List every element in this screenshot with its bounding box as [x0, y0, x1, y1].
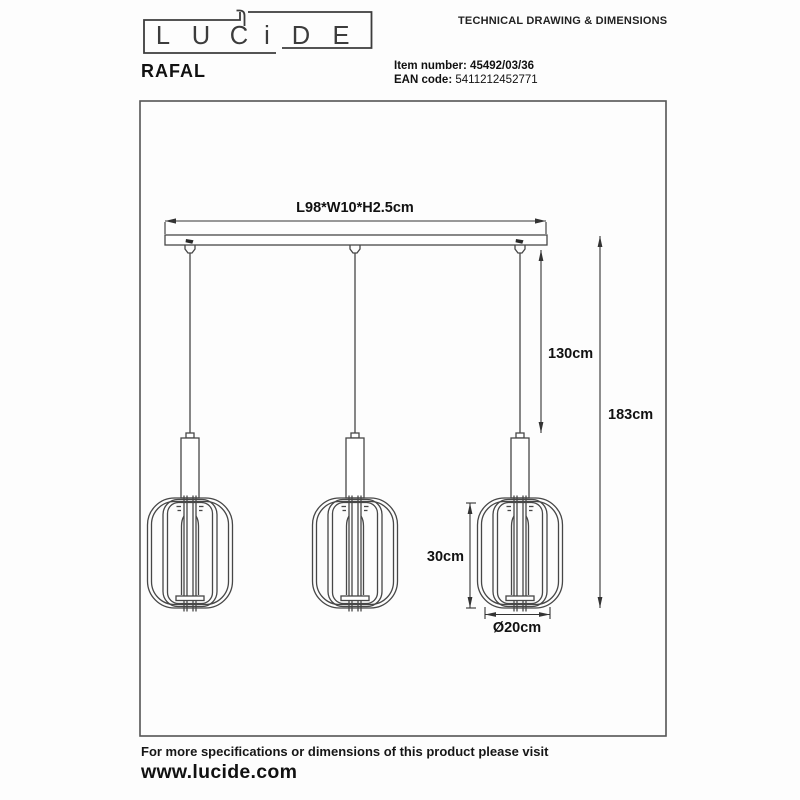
cord-grip-left	[185, 245, 195, 253]
footer	[141, 744, 548, 784]
pendant-lamp-center	[313, 433, 398, 612]
product-name: RAFAL	[141, 61, 206, 81]
ceiling-bar	[165, 235, 547, 245]
label-shade-height: 30cm	[426, 549, 464, 565]
pendant-lamp-right	[478, 433, 563, 612]
item-number-label: Item number:	[394, 60, 467, 72]
logo-letter-i: i	[264, 22, 270, 50]
lucide-logo	[141, 5, 374, 55]
label-shade-diameter: Ø20cm	[492, 620, 542, 636]
dimension-bar-length	[165, 218, 546, 234]
logo-letter-u: U	[191, 22, 211, 50]
item-number-value: 45492/03/36	[470, 60, 534, 72]
logo-letter-e: E	[332, 22, 350, 50]
logo-letter-c: C	[229, 22, 249, 50]
ean-code-row	[394, 73, 538, 87]
dimension-shade-height	[466, 503, 476, 608]
drawing-frame	[140, 101, 666, 736]
item-number-row	[394, 59, 538, 73]
document-title: TECHNICAL DRAWING & DIMENSIONS	[458, 15, 668, 27]
footer-website: www.lucide.com	[141, 761, 298, 783]
label-total-height: 183cm	[608, 407, 654, 423]
pendant-lamp-left	[148, 433, 233, 612]
logo-letter-l: L	[155, 22, 171, 50]
label-cord-drop: 130cm	[548, 346, 594, 362]
logo-letter-d: D	[291, 22, 311, 50]
technical-drawing	[139, 100, 667, 737]
dimension-total-height	[598, 236, 603, 608]
dimension-cord-drop	[539, 250, 544, 433]
ean-code-label: EAN code:	[394, 74, 453, 86]
product-codes	[394, 59, 538, 87]
ean-code-value: 5411212452771	[455, 74, 538, 86]
fixture-linework	[165, 218, 547, 434]
cord-grip-right	[515, 245, 525, 253]
cord-grip-center	[350, 245, 360, 253]
footer-note: For more specifications or dimensions of this product please visit	[141, 744, 549, 759]
label-bar-dimension: L98*W10*H2.5cm	[296, 200, 414, 216]
